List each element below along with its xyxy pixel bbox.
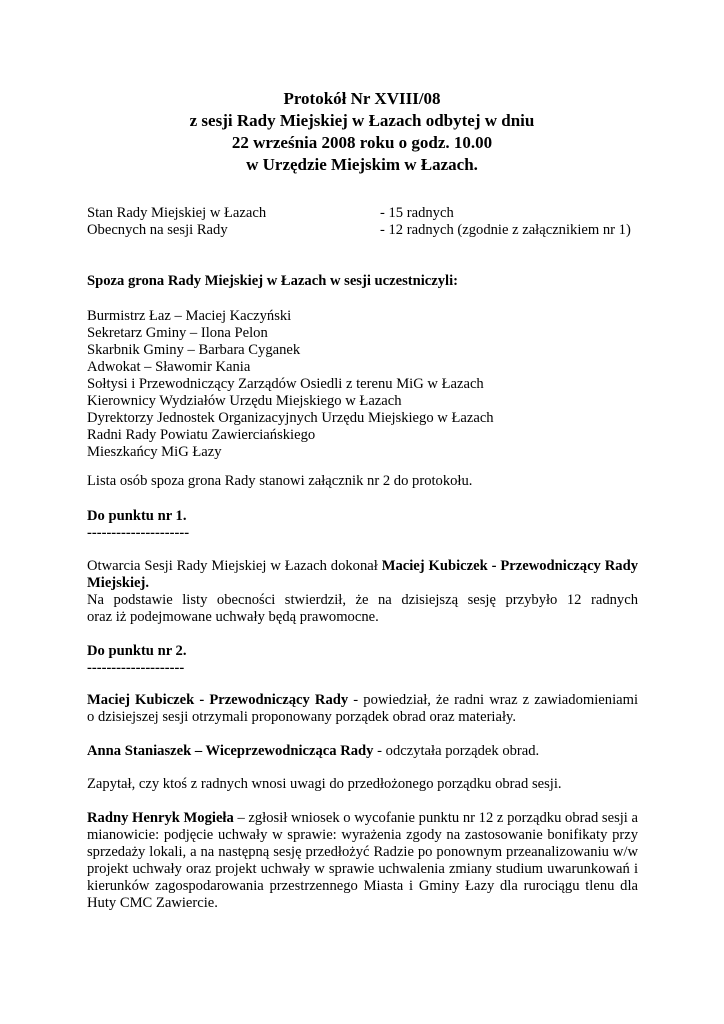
guest-item: Burmistrz Łaz – Maciej Kaczyński <box>87 308 292 324</box>
chairman-name-cont: Miejskiej. <box>87 575 150 591</box>
guests-list <box>87 308 638 461</box>
attendance-label: Obecnych na sesji Rady <box>87 222 228 238</box>
guest-item: Mieszkańcy MiG Łazy <box>87 444 222 460</box>
section-heading-point-2 <box>87 643 638 677</box>
guest-item: Kierownicy Wydziałów Urzędu Miejskiego w Łazach <box>87 393 402 409</box>
title-line-3: 22 września 2008 roku o godz. 10.00 <box>231 133 493 152</box>
guest-item: Adwokat – Sławomir Kania <box>87 359 251 375</box>
council-status-label: Stan Rady Miejskiej w Łazach <box>87 205 267 221</box>
title-line-1: Protokół Nr XVIII/08 <box>283 89 441 108</box>
vice-chair-name: Anna Staniaszek – Wiceprzewodnicząca Rady <box>87 743 374 759</box>
title-line-4: w Urzędzie Miejskim w Łazach. <box>246 155 478 174</box>
guest-item: Skarbnik Gminy – Barbara Cyganek <box>87 342 301 358</box>
point2-question-paragraph: Zapytał, czy ktoś z radnych wnosi uwagi do przedłożonego porządku obrad sesji. <box>87 776 562 792</box>
title-line-2: z sesji Rady Miejskiej w Łazach odbytej w dniu <box>189 111 535 130</box>
quorum-line-2: oraz iż podejmowane uchwały będą prawomocne. <box>87 609 379 625</box>
speaker-text: - powiedział, że radni wraz z zawiadomieniami <box>348 692 639 708</box>
motion-line-3: sprzedaży lokali, a na następną sesję przedłożyć Radzie po ponownym przeanalizowaniu w/w <box>87 844 638 860</box>
speaker-name: Maciej Kubiczek - Przewodniczący Rady <box>87 692 349 708</box>
attendance-value: - 12 radnych (zgodnie z załącznikiem nr 1) <box>380 222 631 238</box>
vice-chair-text: - odczytała porządek obrad. <box>373 743 540 759</box>
section-heading-text: Do punktu nr 1. <box>87 508 187 524</box>
speaker-text-cont: o dzisiejszej sesji otrzymali proponowany porządek obrad oraz materiały. <box>87 709 517 725</box>
council-status-row <box>87 205 454 222</box>
motion-line-2: mianowicie: podjęcie uchwały w sprawie: wyrażenia zgody na zastosowanie bonifikaty przy <box>87 827 638 843</box>
quorum-line-1: Na podstawie listy obecności stwierdził, że na dzisiejszą sesję przybyło 12 radnych <box>87 592 638 608</box>
section-heading-text: Do punktu nr 2. <box>87 643 187 659</box>
motion-line-4: projekt uchwały oraz projekt uchwały w sprawie uchwalenia zmiany studium uwarunkowań i <box>87 861 638 877</box>
guests-heading: Spoza grona Rady Miejskiej w Łazach w sesji uczestniczyli: <box>87 273 459 289</box>
guest-item: Radni Rady Powiatu Zawierciańskiego <box>87 427 316 443</box>
guest-item: Sekretarz Gminy – Ilona Pelon <box>87 325 268 341</box>
point2-vice-paragraph <box>87 743 638 760</box>
point2-motion-paragraph <box>87 810 638 912</box>
point1-opening-text: Otwarcia Sesji Rady Miejskiej w Łazach dokonał <box>87 558 382 574</box>
attendance-row <box>87 222 631 239</box>
document-title <box>0 88 724 176</box>
section-heading-underline: --------------------- <box>87 525 190 541</box>
chairman-name: Maciej Kubiczek - Przewodniczący Rady <box>381 558 638 574</box>
section-heading-point-1 <box>87 508 638 542</box>
point2-chairman-paragraph <box>87 692 638 726</box>
motion-line-6: Huty CMC Zawiercie. <box>87 895 218 911</box>
motion-line-5: kierunków zagospodarowania przestrzennego Miasta i Gminy Łazy dla rurociągu tlenu dla <box>87 878 638 894</box>
council-status-value: - 15 radnych <box>380 205 454 221</box>
guests-note: Lista osób spoza grona Rady stanowi załącznik nr 2 do protokołu. <box>87 473 473 489</box>
point1-quorum-paragraph <box>87 592 638 626</box>
guest-item: Sołtysi i Przewodniczący Zarządów Osiedli z terenu MiG w Łazach <box>87 376 484 392</box>
section-heading-underline: -------------------- <box>87 660 185 676</box>
guest-item: Dyrektorzy Jednostek Organizacyjnych Urzędu Miejskiego w Łazach <box>87 410 494 426</box>
motion-line-1: – zgłosił wniosek o wycofanie punktu nr 12 z porządku obrad sesji a <box>233 810 639 826</box>
councillor-name: Radny Henryk Mogieła <box>87 810 234 826</box>
point1-opening-paragraph <box>87 558 638 592</box>
